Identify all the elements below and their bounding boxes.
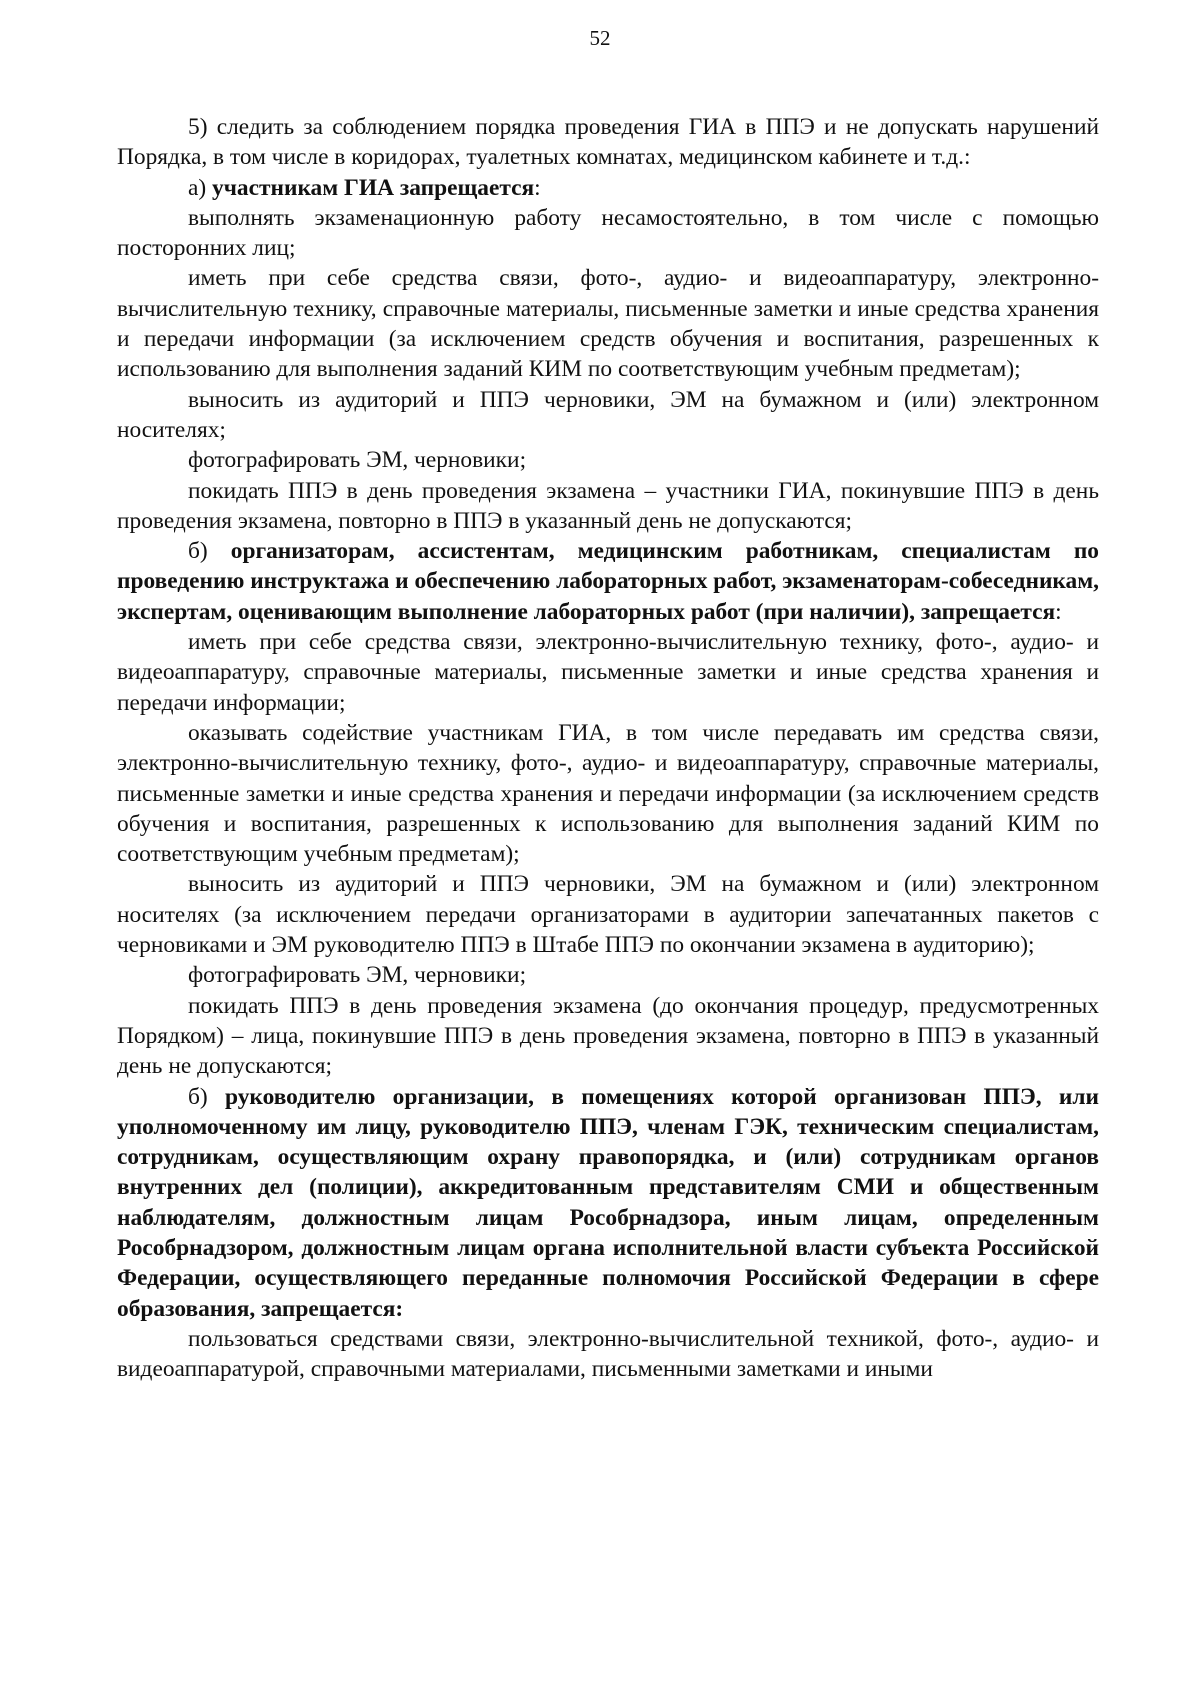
paragraph: иметь при себе средства связи, электронно-вычислительную технику, фото-, аудио- и видеоаппаратуру, справочные материалы, письменные заметки и иные средства хранения и передачи информации; <box>117 629 1099 716</box>
paragraph-participants-heading: а) участникам ГИА запрещается: <box>188 174 541 201</box>
paragraph: покидать ППЭ в день проведения экзамена – участники ГИА, покинувшие ППЭ в день проведения экзамена, повторно в ППЭ в указанный день не допускаются; <box>117 477 1099 534</box>
paragraph: фотографировать ЭМ, черновики; <box>188 447 527 474</box>
paragraph-organizers-heading: б) организаторам, ассистентам, медицинским работникам, специалистам по проведению инструктажа и обеспечению лабораторных работ, экзаменаторам-собеседникам, экспертам, оценивающим выполнение лабораторных работ (при наличии), запрещается: <box>117 538 1100 625</box>
paragraph: выносить из аудиторий и ППЭ черновики, ЭМ на бумажном и (или) электронном носителях (за исключением передачи организаторами в аудитории запечатанных пакетов с черновиками и ЭМ руководителю ППЭ в Штабе ППЭ по окончании экзамена в аудиторию); <box>117 871 1099 959</box>
paragraph-officials-heading <box>117 1082 1099 1324</box>
paragraph: иметь при себе средства связи, фото-, аудио- и видеоаппаратуру, электронно-вычислительную технику, справочные материалы, письменные заметки и иные средства хранения и передачи информации (за исключением средств обучения и воспитания, разрешенных к использованию для выполнения заданий КИМ по соответствующим учебным предметам); <box>117 265 1099 383</box>
paragraph: покидать ППЭ в день проведения экзамена (до окончания процедур, предусмотренных Порядком) – лица, покинувшие ППЭ в день проведения экзамена, повторно в ППЭ в указанный день не допускаются; <box>117 992 1099 1080</box>
bold-heading: участникам ГИА запрещается <box>212 174 535 201</box>
paragraph: выносить из аудиторий и ППЭ черновики, ЭМ на бумажном и (или) электронном носителях; <box>117 386 1099 443</box>
page-number: 52 <box>589 26 611 50</box>
item-letter: а) <box>188 174 213 201</box>
document-body <box>117 112 1099 1384</box>
paragraph-item-5: 5) следить за соблюдением порядка проведения ГИА в ППЭ и не допускать нарушений Порядка, в том числе в коридорах, туалетных комнатах, медицинском кабинете и т.д.: <box>117 114 1099 171</box>
paragraph: выполнять экзаменационную работу несамостоятельно, в том числе с помощью посторонних лиц; <box>117 204 1099 262</box>
paragraph: фотографировать ЭМ, черновики; <box>188 962 527 989</box>
paragraph: пользоваться средствами связи, электронно-вычислительной техникой, фото-, аудио- и видеоаппаратурой, справочными материалами, письменными заметками и иными <box>117 1325 1099 1383</box>
bold-heading: организаторам, ассистентам, медицинским работникам, специалистам по проведению инструктажа и обеспечению лабораторных работ, экзаменаторам-собеседникам, экспертам, оценивающим выполнение лабораторных работ (при наличии), запрещается <box>117 538 1100 625</box>
paragraph: оказывать содействие участникам ГИА, в том числе передавать им средства связи, электронно-вычислительную технику, фото-, аудио- и видеоаппаратуру, справочные материалы, письменные заметки и иные средства хранения и передачи информации (за исключением средств обучения и воспитания, разрешенных к использованию для выполнения заданий КИМ по соответствующим учебным предметам); <box>117 719 1099 868</box>
item-letter: б) <box>188 538 231 565</box>
bold-heading: руководителю организации, в помещениях которой организован ППЭ, или уполномоченному им лицу, руководителю ППЭ, членам ГЭК, техническим специалистам, сотрудникам, осуществляющим охрану правопорядка, и (или) сотрудникам органов внутренних дел (полиции), аккредитованным представителям СМИ и общественным наблюдателям, должностным лицам Рособрнадзора, иным лицам, определенным Рособрнадзором, должностным лицам органа исполнительной власти субъекта Российской Федерации, осуществляющего переданные полномочия Российской Федерации в сфере образования, запрещается: <box>117 1083 1099 1322</box>
item-letter: б) <box>188 1083 226 1110</box>
